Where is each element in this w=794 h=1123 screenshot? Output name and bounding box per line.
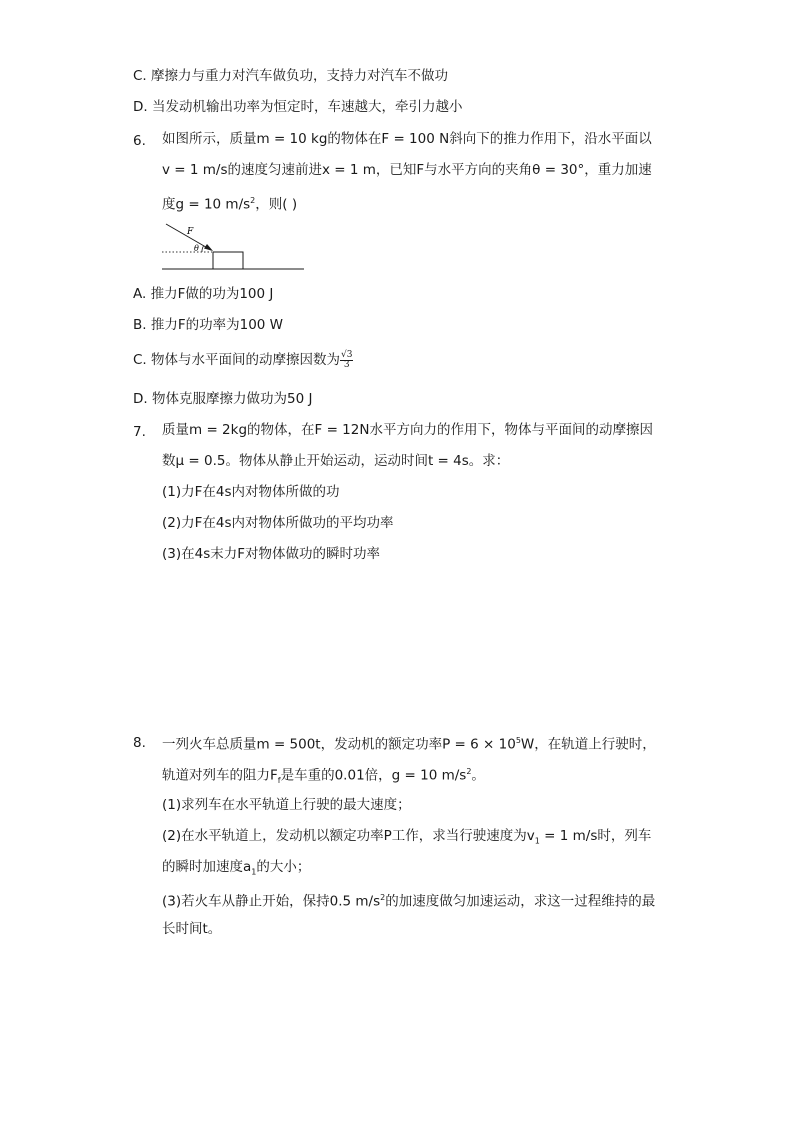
q5-option-c: C. 摩擦力与重力对汽车做负功，支持力对汽车不做功 <box>133 68 449 84</box>
fig-label-F: F <box>187 227 194 237</box>
q6-number: 6. <box>133 133 146 149</box>
q6-stem-line1: 如图所示，质量m = 10 kg的物体在F = 100 N斜向下的推力作用下，沿水平面以 <box>162 131 652 147</box>
q8-sub3-line2: 长时间t。 <box>162 921 222 937</box>
block <box>213 252 243 269</box>
q8-sub2-line2: 的瞬时加速度$a_1$的大小； <box>162 859 311 877</box>
arrow-head <box>204 244 213 251</box>
q7-sub2: (2)力F在4s内对物体所做功的平均功率 <box>162 515 394 531</box>
q7-sub1: (1)力F在4s内对物体所做的功 <box>162 484 340 500</box>
q8-number: 8. <box>133 735 146 751</box>
q7-sub3: (3)在4s末力F对物体做功的瞬时功率 <box>162 546 381 562</box>
q6-force-diagram <box>158 220 308 274</box>
q6-option-a: A. 推力F做的功为100 J <box>133 286 274 302</box>
q6-option-d: D. 物体克服摩擦力做功为50 J <box>133 391 313 407</box>
q6-option-c: C. 物体与水平面间的动摩擦因数为 $\frac{√3}{3}$ <box>133 349 353 370</box>
q7-stem-line2: 数μ = 0.5。物体从静止开始运动，运动时间t = 4s。求： <box>162 453 510 469</box>
q5-option-d: D. 当发动机输出功率为恒定时，车速越大，牵引力越小 <box>133 99 463 115</box>
angle-arc <box>202 246 204 252</box>
q8-stem-line1: 一列火车总质量m = 500t，发动机的额定功率$P = 6 \times 10^5W$，在轨道上行驶时， <box>162 736 656 753</box>
q8-sub1: (1)求列车在水平轨道上行驶的最大速度； <box>162 797 411 813</box>
q8-stem-line2: 轨道对列车的阻力$F_f$是车重的0.01倍，g = 10 $m/s^2$。 <box>162 767 485 786</box>
q6-stem-line2: v = 1 m/s的速度匀速前进x = 1 m，已知F与水平方向的夹角θ = 30°，重力加速 <box>162 162 652 178</box>
q6-stem-line3: 度g = 10 $m/s^2$，则( ) <box>162 196 298 213</box>
q8-sub3-line1: (3)若火车从静止开始，保持0.5 $m/s^2$的加速度做匀加速运动，求这一过程维持的最 <box>162 893 656 910</box>
q7-number: 7. <box>133 424 146 440</box>
q7-stem-line1: 质量m = 2kg的物体，在F = 12N水平方向力的作用下，物体与平面间的动摩擦因 <box>162 422 653 438</box>
fig-label-theta: θ <box>194 244 199 253</box>
fraction-sqrt3-over-3: $\frac{√3}{3}$ <box>341 349 353 370</box>
q6-option-b: B. 推力F的功率为100 W <box>133 317 284 333</box>
q8-sub2-line1: (2)在水平轨道上，发动机以额定功率P工作，求当行驶速度为$v_1 = 1$ m/s时，列车 <box>162 828 652 846</box>
